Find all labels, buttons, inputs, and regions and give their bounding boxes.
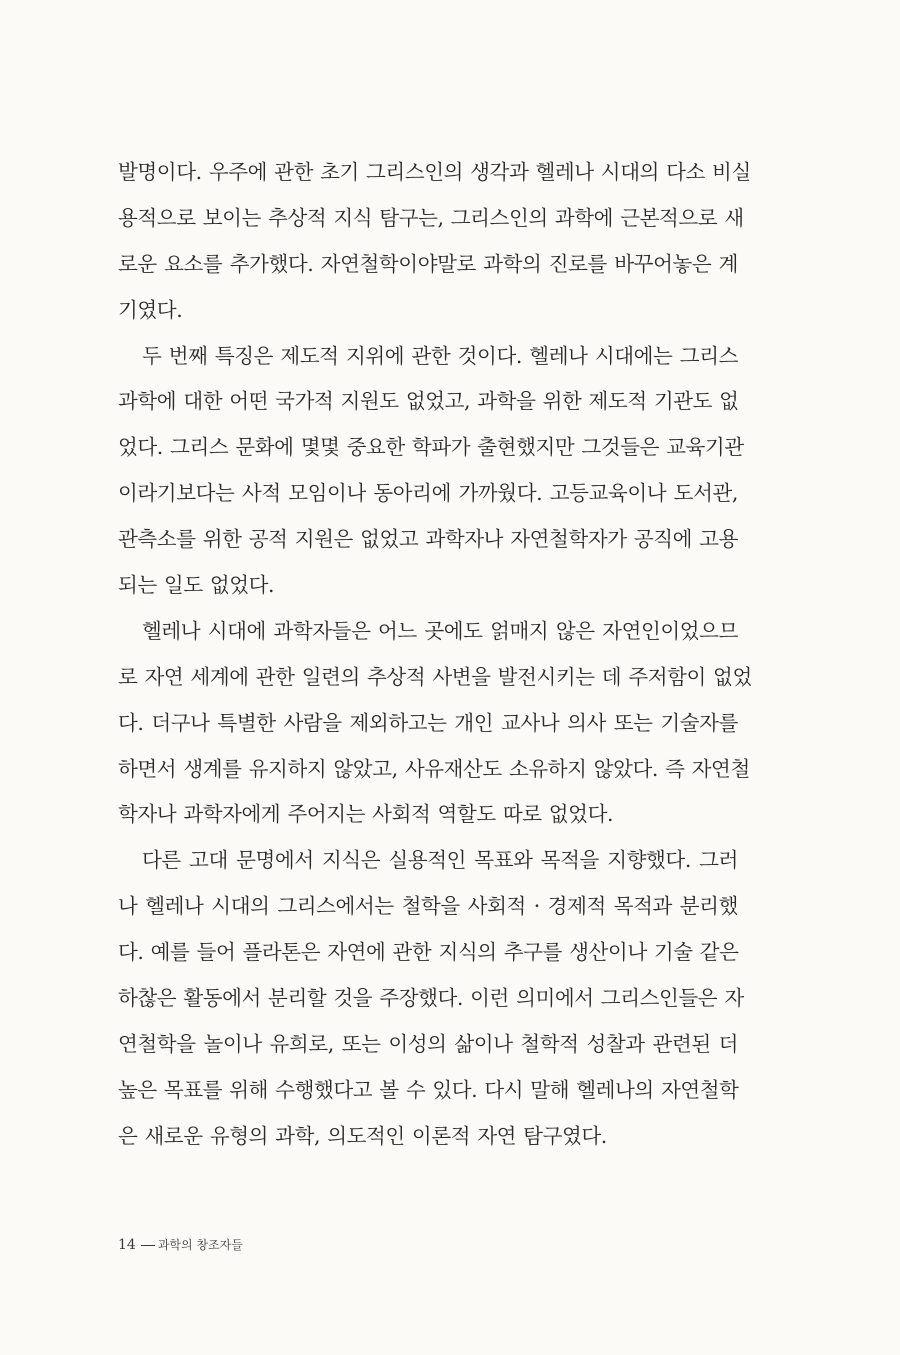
text-line: 용적으로 보이는 추상적 지식 탐구는, 그리스인의 과학에 근본적으로 새: [118, 205, 744, 230]
text-line: 로 자연 세계에 관한 일련의 추상적 사변을 발전시키는 데 주저함이 없었: [118, 664, 752, 689]
footer-dash: [141, 1245, 155, 1246]
paragraph-4: [118, 838, 744, 1159]
text-line: 다. 예를 들어 플라톤은 자연에 관한 지식의 추구를 생산이나 기술 같은: [118, 940, 739, 965]
page-number: 14: [118, 1237, 136, 1253]
text-line: 하면서 생계를 유지하지 않았고, 사유재산도 소유하지 않았다. 즉 자연철: [118, 756, 750, 781]
text-line: 기였다.: [118, 297, 183, 322]
text-line: 높은 목표를 위해 수행했다고 볼 수 있다. 다시 말해 헬레나의 자연철학: [118, 1077, 739, 1102]
text-line: 과학에 대한 어떤 국가적 지원도 없었고, 과학을 위한 제도적 기관도 없: [118, 389, 739, 414]
text-line: 이라기보다는 사적 모임이나 동아리에 가까웠다. 고등교육이나 도서관,: [118, 481, 738, 506]
text-line: 관측소를 위한 공적 지원은 없었고 과학자나 자연철학자가 공직에 고용: [118, 527, 738, 552]
text-line: 다른 고대 문명에서 지식은 실용적인 목표와 목적을 지향했다. 그러: [142, 848, 738, 873]
paragraph-2: [118, 334, 744, 609]
text-line: 되는 일도 없었다.: [118, 573, 275, 598]
text-line: 다. 더구나 특별한 사람을 제외하고는 개인 교사나 의사 또는 기술자를: [118, 710, 738, 735]
text-line: 로운 요소를 추가했다. 자연철학이야말로 과학의 진로를 바꾸어놓은 계: [118, 251, 738, 276]
text-line: 발명이다. 우주에 관한 초기 그리스인의 생각과 헬레나 시대의 다소 비실: [118, 160, 751, 184]
text-line: 었다. 그리스 문화에 몇몇 중요한 학파가 출현했지만 그것들은 교육기관: [118, 435, 744, 460]
running-title: 과학의 창조자들: [157, 1238, 243, 1252]
text-line: 하찮은 활동에서 분리할 것을 주장했다. 이런 의미에서 그리스인들은 자: [118, 986, 744, 1011]
paragraph-1: [118, 150, 751, 334]
body-text: [118, 150, 752, 1160]
text-line: 두 번째 특징은 제도적 지위에 관한 것이다. 헬레나 시대에는 그리스: [142, 343, 738, 368]
text-line: 학자나 과학자에게 주어지는 사회적 역할도 따로 없었다.: [118, 802, 614, 827]
paragraph-3: [118, 609, 752, 838]
text-line: 은 새로운 유형의 과학, 의도적인 이론적 자연 탐구였다.: [118, 1123, 607, 1148]
text-line: 나 헬레나 시대의 그리스에서는 철학을 사회적 · 경제적 목적과 분리했: [118, 894, 738, 919]
page-footer: [118, 1236, 243, 1255]
text-line: 헬레나 시대에 과학자들은 어느 곳에도 얽매지 않은 자연인이었으므: [142, 618, 738, 643]
text-line: 연철학을 놀이나 유희로, 또는 이성의 삶이나 철학적 성찰과 관련된 더: [118, 1031, 738, 1056]
